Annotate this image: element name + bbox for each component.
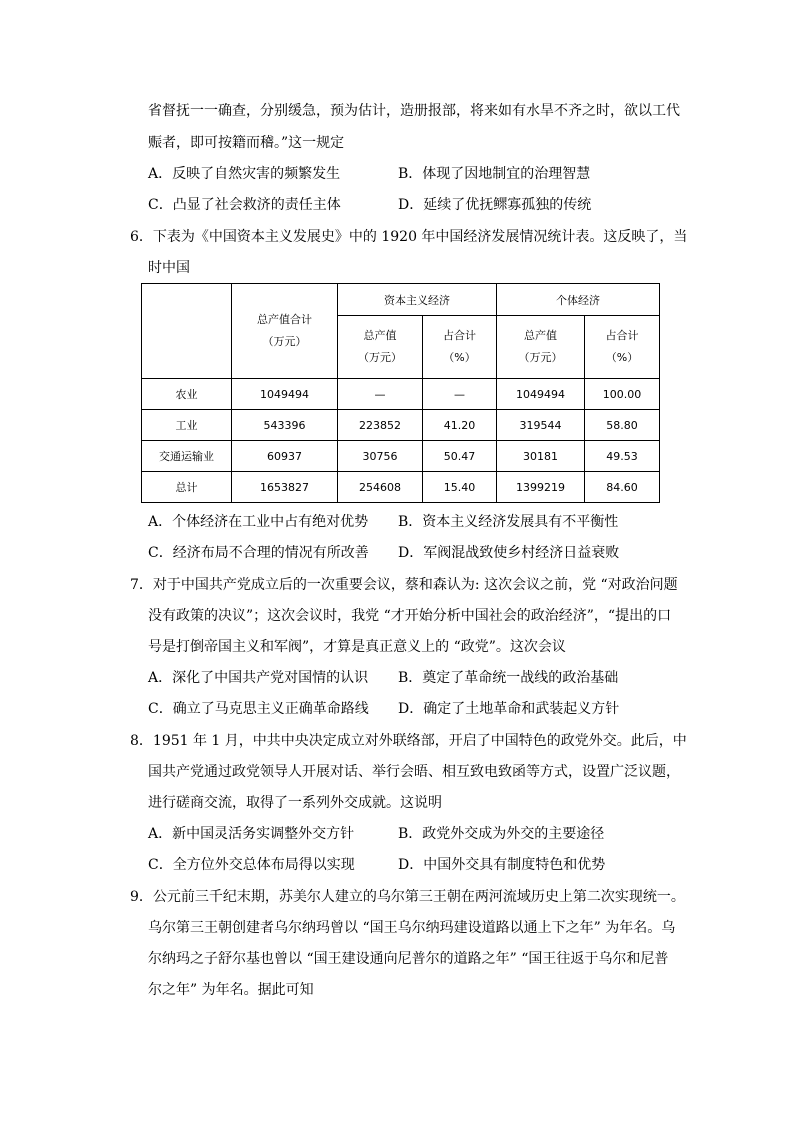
q6-stem-line1: 6．下表为《中国资本主义发展史》中的 1920 年中国经济发展情况统计表。这反映了，当 [130,229,688,245]
q8-stem-line3: 进行磋商交流，取得了一系列外交成就。这说明 [148,795,442,811]
q5-text-line2: 赈者，即可按籍而稽。”这一规定 [148,135,345,151]
header-total: 总产值合计 （万元） [232,284,338,379]
q9-stem-line4: 尔之年” 为年名。据此可知 [148,982,314,998]
header-cap-share: 占合计 （%） [423,316,497,379]
header-individual-economy: 个体经济 [497,284,660,316]
q8-option-d: D．中国外交具有制度特色和优势 [398,857,606,873]
q6-option-a: A．个体经济在工业中占有绝对优势 [148,514,369,530]
q5-option-d: D．延续了优抚鳏寡孤独的传统 [398,197,592,213]
q9-stem-line1: 9．公元前三千纪末期，苏美尔人建立的乌尔第三王朝在两河流域历史上第二次实现统一。 [130,889,685,905]
header-cap-value: 总产值 （万元） [338,316,423,379]
header-capitalist-economy: 资本主义经济 [338,284,497,316]
table-row: 工业 543396 223852 41.20 319544 58.80 [142,410,660,441]
q6-option-c: C．经济布局不合理的情况有所改善 [148,545,369,561]
q8-option-b: B．政党外交成为外交的主要途径 [398,826,605,842]
economy-stat-table [141,283,660,503]
q7-stem-line1: 7．对于中国共产党成立后的一次重要会议，蔡和森认为: 这次会议之前，党 “对政治问题 [130,577,678,593]
table-row: 农业 1049494 — — 1049494 100.00 [142,379,660,410]
q9-stem-line3: 尔纳玛之子舒尔基也曾以 “国王建设通向尼普尔的道路之年” “国王往返于乌尔和尼普 [148,951,669,967]
q5-option-b: B．体现了因地制宜的治理智慧 [398,166,591,182]
q7-option-b: B．奠定了革命统一战线的政治基础 [398,670,619,686]
q5-text-line1: 省督抚一一确查，分别缓急，预为估计，造册报部，将来如有水旱不齐之时，欲以工代 [148,103,680,119]
q8-option-a: A．新中国灵活务实调整外交方针 [148,826,355,842]
q7-option-d: D．确定了土地革命和武装起义方针 [398,701,620,717]
header-ind-value: 总产值 （万元） [497,316,585,379]
table-row: 总计 1653827 254608 15.40 1399219 84.60 [142,472,660,503]
q9-stem-line2: 乌尔第三王朝创建者乌尔纳玛曾以 “国王乌尔纳玛建设道路以通上下之年” 为年名。乌 [148,920,676,936]
q6-stem-line2: 时中国 [148,260,190,276]
q5-option-a: A．反映了自然灾害的频繁发生 [148,166,341,182]
q8-stem-line1: 8．1951 年 1 月，中共中央决定成立对外联络部，开启了中国特色的政党外交。此后，中 [130,733,687,749]
table-corner-cell [142,284,232,379]
q8-stem-line2: 国共产党通过政党领导人开展对话、举行会晤、相互致电致函等方式，设置广泛议题， [148,764,680,780]
q7-stem-line3: 号是打倒帝国主义和军阀”，才算是真正意义上的 “政党”。这次会议 [148,639,566,655]
q5-option-c: C．凸显了社会救济的责任主体 [148,197,341,213]
header-ind-share: 占合计 （%） [585,316,660,379]
q7-option-a: A．深化了中国共产党对国情的认识 [148,670,369,686]
q7-stem-line2: 没有政策的决议”；这次会议时，我党 “才开始分析中国社会的政治经济”，“提出的口 [148,608,672,624]
q8-option-c: C．全方位外交总体布局得以实现 [148,857,355,873]
q6-option-b: B．资本主义经济发展具有不平衡性 [398,514,619,530]
q6-option-d: D．军阀混战致使乡村经济日益衰败 [398,545,620,561]
q7-option-c: C．确立了马克思主义正确革命路线 [148,701,369,717]
table-row: 交通运输业 60937 30756 50.47 30181 49.53 [142,441,660,472]
